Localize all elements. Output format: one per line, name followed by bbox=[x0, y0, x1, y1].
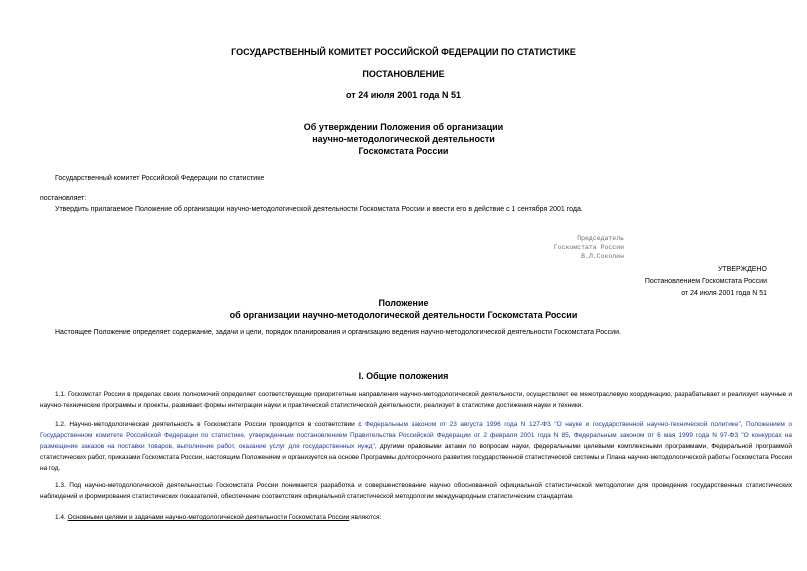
paragraph-1-1: 1.1. Госкомстат России в пределах своих полномочий определяет соответствующие приоритетные направления научно-методологической деятельности, осуществляет ее межотраслевую координацию, разрабатывает и реализует научные и научно-технические программы и проекты, развивает формы интеграции науки и практической статистической деятельности, реализует в статистике достижения науки и техники. bbox=[40, 391, 792, 409]
regulation-intro: Настоящее Положение определяет содержание, задачи и цели, порядок планирования и организацию ведения научно-методологической деятельности Госкомстата России. bbox=[55, 329, 621, 336]
paragraph-1-2 bbox=[40, 419, 792, 474]
decision-text: Утвердить прилагаемое Положение об организации научно-методологической деятельности Госкомстата России и ввести его в действие с 1 сентября 2001 года. bbox=[55, 206, 583, 213]
signature-block bbox=[424, 234, 624, 261]
paragraph-text: 1.4. bbox=[55, 514, 68, 521]
paragraph-1-4 bbox=[40, 512, 792, 523]
subject-line: Об утверждении Положения об организации bbox=[303, 122, 504, 132]
paragraph-text: , другими правовыми актами по вопросам науки, федеральными целевыми комплексными программами, Федеральной программой статистических работ, приказами Госкомстата России, настоящим Положением и организуется на основе Программы долгосрочного развития государственной статистической системы и Плана научно-методологической работы Госкомстата России на год. bbox=[40, 443, 793, 472]
signature-position: Председатель bbox=[577, 235, 624, 242]
section-heading: I. Общие положения bbox=[358, 371, 449, 381]
approval-date: от 24 июля 2001 года N 51 bbox=[681, 290, 767, 297]
subject-line: Госкомстата России bbox=[358, 146, 449, 156]
paragraph-text: 1.2. Научно-методологическая деятельность в Госкомстате России проводится в соответствии с bbox=[55, 421, 365, 428]
goals-underlined-text: Основными целями и задачами научно-методологической деятельности Госкомстата России bbox=[67, 514, 350, 521]
doc-type-heading: ПОСТАНОВЛЕНИЕ bbox=[362, 69, 445, 79]
committee-heading: ГОСУДАРСТВЕННЫЙ КОМИТЕТ РОССИЙСКОЙ ФЕДЕРАЦИИ ПО СТАТИСТИКЕ bbox=[231, 47, 576, 57]
doc-subject bbox=[0, 121, 807, 157]
paragraph-text: являются: bbox=[349, 514, 382, 521]
resolves-text: постановляет: bbox=[40, 195, 87, 202]
federal-law-127-link[interactable]: Федеральным законом от 23 августа 1996 года N 127-ФЗ "О науке и государственной научно-технической политике" bbox=[364, 421, 741, 428]
paragraph-text: , bbox=[568, 432, 574, 439]
signature-name: В.Л.Соколин bbox=[581, 253, 624, 260]
approval-label: УТВЕРЖДЕНО bbox=[717, 266, 767, 273]
regulation-title-line: об организации научно-методологической деятельности Госкомстата России bbox=[229, 310, 578, 320]
paragraph-text: , bbox=[740, 421, 747, 428]
regulation-title bbox=[0, 297, 807, 321]
federal-law-97-link[interactable]: Федеральным законом от 6 мая 1999 года N 97-ФЗ "О конкурсах на размещение заказов на поставки товаров, выполнение работ, оказание услуг для государственных нужд" bbox=[40, 432, 792, 450]
signature-organization: Госкомстата России bbox=[553, 244, 624, 251]
approval-by: Постановлением Госкомстата России bbox=[644, 278, 767, 285]
subject-line: научно-методологической деятельности bbox=[312, 134, 495, 144]
approval-block bbox=[517, 264, 767, 300]
regulation-title-line: Положение bbox=[378, 298, 429, 308]
paragraph-1-3: 1.3. Под научно-методологической деятельностью Госкомстата России понимается разработка и совершенствование научно обоснованной официальной статистической методологии для проведения государственных статистических наблюдений и формирования статистических показателей, обеспечение соответствия официальной статистической методологии международным статистическим стандартам. bbox=[40, 482, 792, 500]
issuer-text: Государственный комитет Российской Федерации по статистике bbox=[55, 175, 265, 182]
doc-date-number: от 24 июля 2001 года N 51 bbox=[346, 90, 461, 100]
goskomstat-regulation-link[interactable]: Положением о Государственном комитете Российской Федерации по статистике, утвержденным постановлением Правительства Российской Федерации от 2 февраля 2001 года N 85 bbox=[40, 421, 792, 439]
